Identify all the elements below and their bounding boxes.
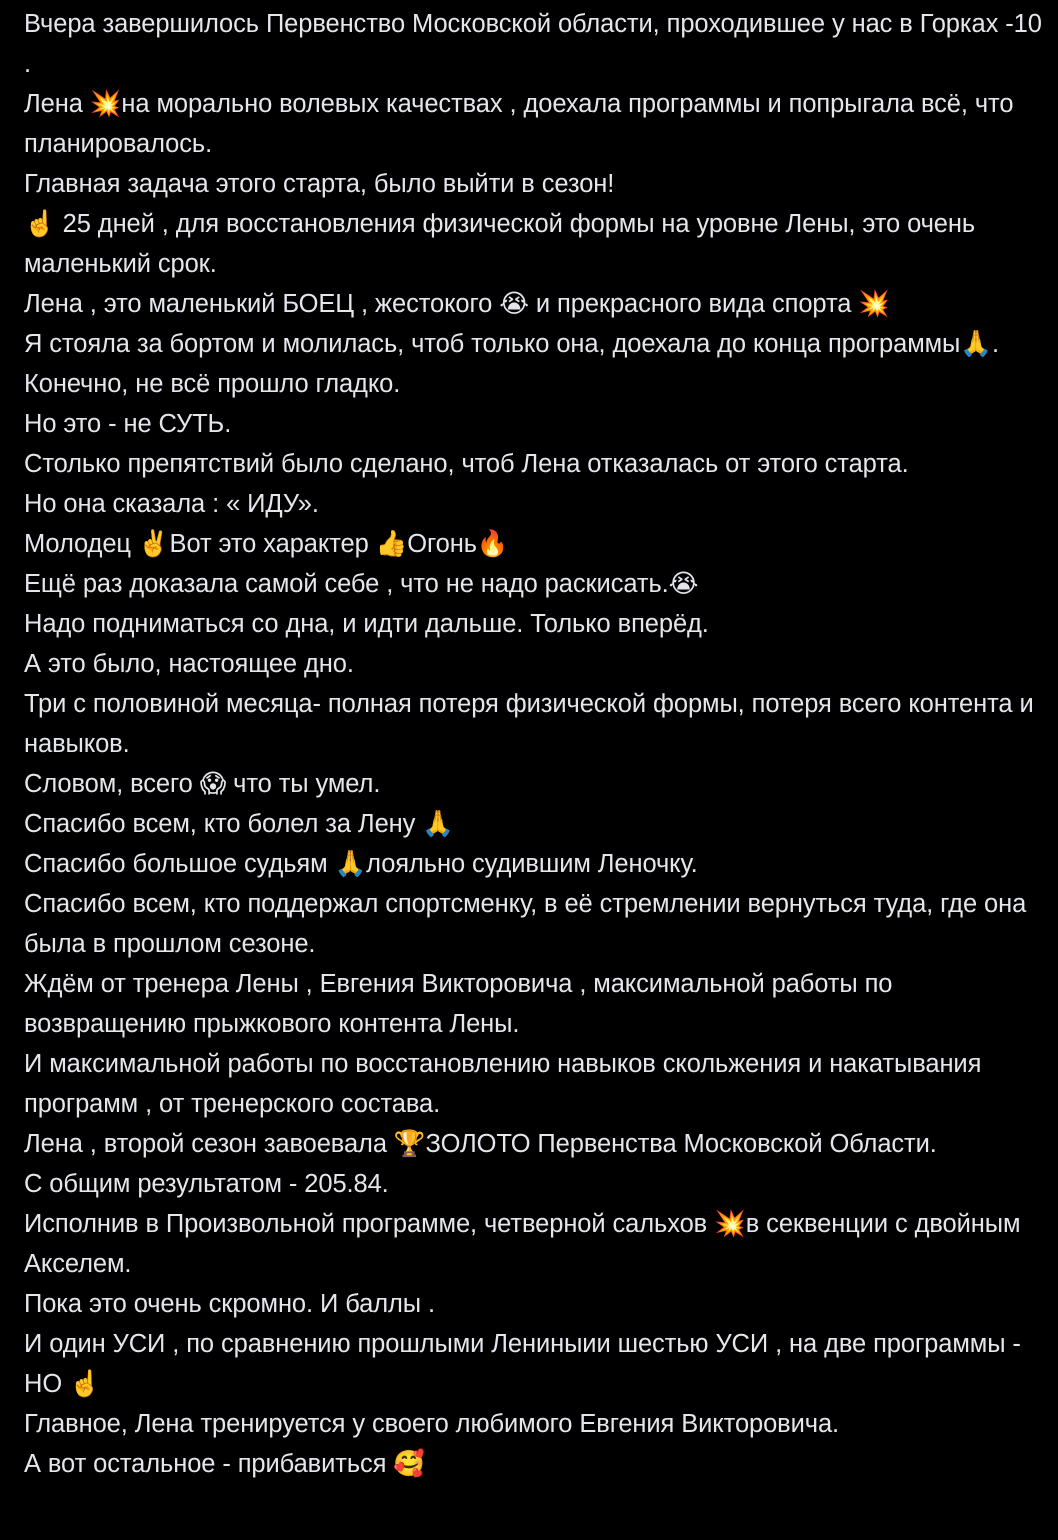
- post-line: Лена , это маленький БОЕЦ , жестокого 😭 и прекрасного вида спорта 💥: [24, 290, 890, 318]
- post-line: С общим результатом - 205.84.: [24, 1170, 389, 1198]
- post-line: Спасибо всем, кто болел за Лену 🙏: [24, 810, 454, 838]
- post-line: Спасибо всем, кто поддержал спортсменку, в её стремлении вернуться туда, где она была в прошлом сезоне.: [24, 890, 1027, 958]
- post-line: ☝️ 25 дней , для восстановления физической формы на уровне Лены, это очень маленький срок.: [24, 210, 976, 278]
- post-line: Но это - не СУТЬ.: [24, 410, 232, 438]
- post-line: Лена , второй сезон завоевала 🏆ЗОЛОТО Первенства Московской Области.: [24, 1130, 937, 1158]
- post-line: Молодец ✌️Вот это характер 👍Огонь🔥: [24, 530, 509, 558]
- post-line: Главное, Лена тренируется у своего любимого Евгения Викторовича.: [24, 1410, 840, 1438]
- post-line: Словом, всего 😱 что ты умел.: [24, 770, 381, 798]
- post-line: Надо подниматься со дна, и идти дальше. Только вперёд.: [24, 610, 709, 638]
- post-line: Спасибо большое судьям 🙏лояльно судившим Леночку.: [24, 850, 698, 878]
- post-line: Пока это очень скромно. И баллы .: [24, 1290, 435, 1318]
- post-line: Исполнив в Произвольной программе, четверной сальхов 💥в секвенции с двойным Акселем.: [24, 1210, 1021, 1278]
- post-line: И один УСИ , по сравнению прошлыми Лениныии шестью УСИ , на две программы - НО ☝️: [24, 1330, 1021, 1398]
- post-line: И максимальной работы по восстановлению навыков скольжения и накатывания программ , от тренерского состава.: [24, 1050, 982, 1118]
- post-line: Лена 💥на морально волевых качествах , доехала программы и попрыгала всё, что планировалось.: [24, 90, 1014, 158]
- post-line: Три с половиной месяца- полная потеря физической формы, потеря всего контента и навыков.: [24, 690, 1034, 758]
- post-line: Но она сказала : « ИДУ».: [24, 490, 319, 518]
- post-line: Вчера завершилось Первенство Московской области, проходившее у нас в Горках -10 .: [24, 10, 1042, 78]
- post-line: А это было, настоящее дно.: [24, 650, 354, 678]
- post-line: Ждём от тренера Лены , Евгения Викторовича , максимальной работы по возвращению прыжкового контента Лены.: [24, 970, 893, 1038]
- post-line: Столько препятствий было сделано, чтоб Лена отказалась от этого старта.: [24, 450, 909, 478]
- post-line: Главная задача этого старта, было выйти в сезон!: [24, 170, 615, 198]
- post-line: Конечно, не всё прошло гладко.: [24, 370, 401, 398]
- post-line: А вот остальное - прибавиться 🥰: [24, 1450, 426, 1478]
- post-line: Я стояла за бортом и молилась, чтоб только она, доехала до конца программы🙏.: [24, 330, 999, 358]
- post-line: Ещё раз доказала самой себе , что не надо раскисать.😭: [24, 570, 699, 598]
